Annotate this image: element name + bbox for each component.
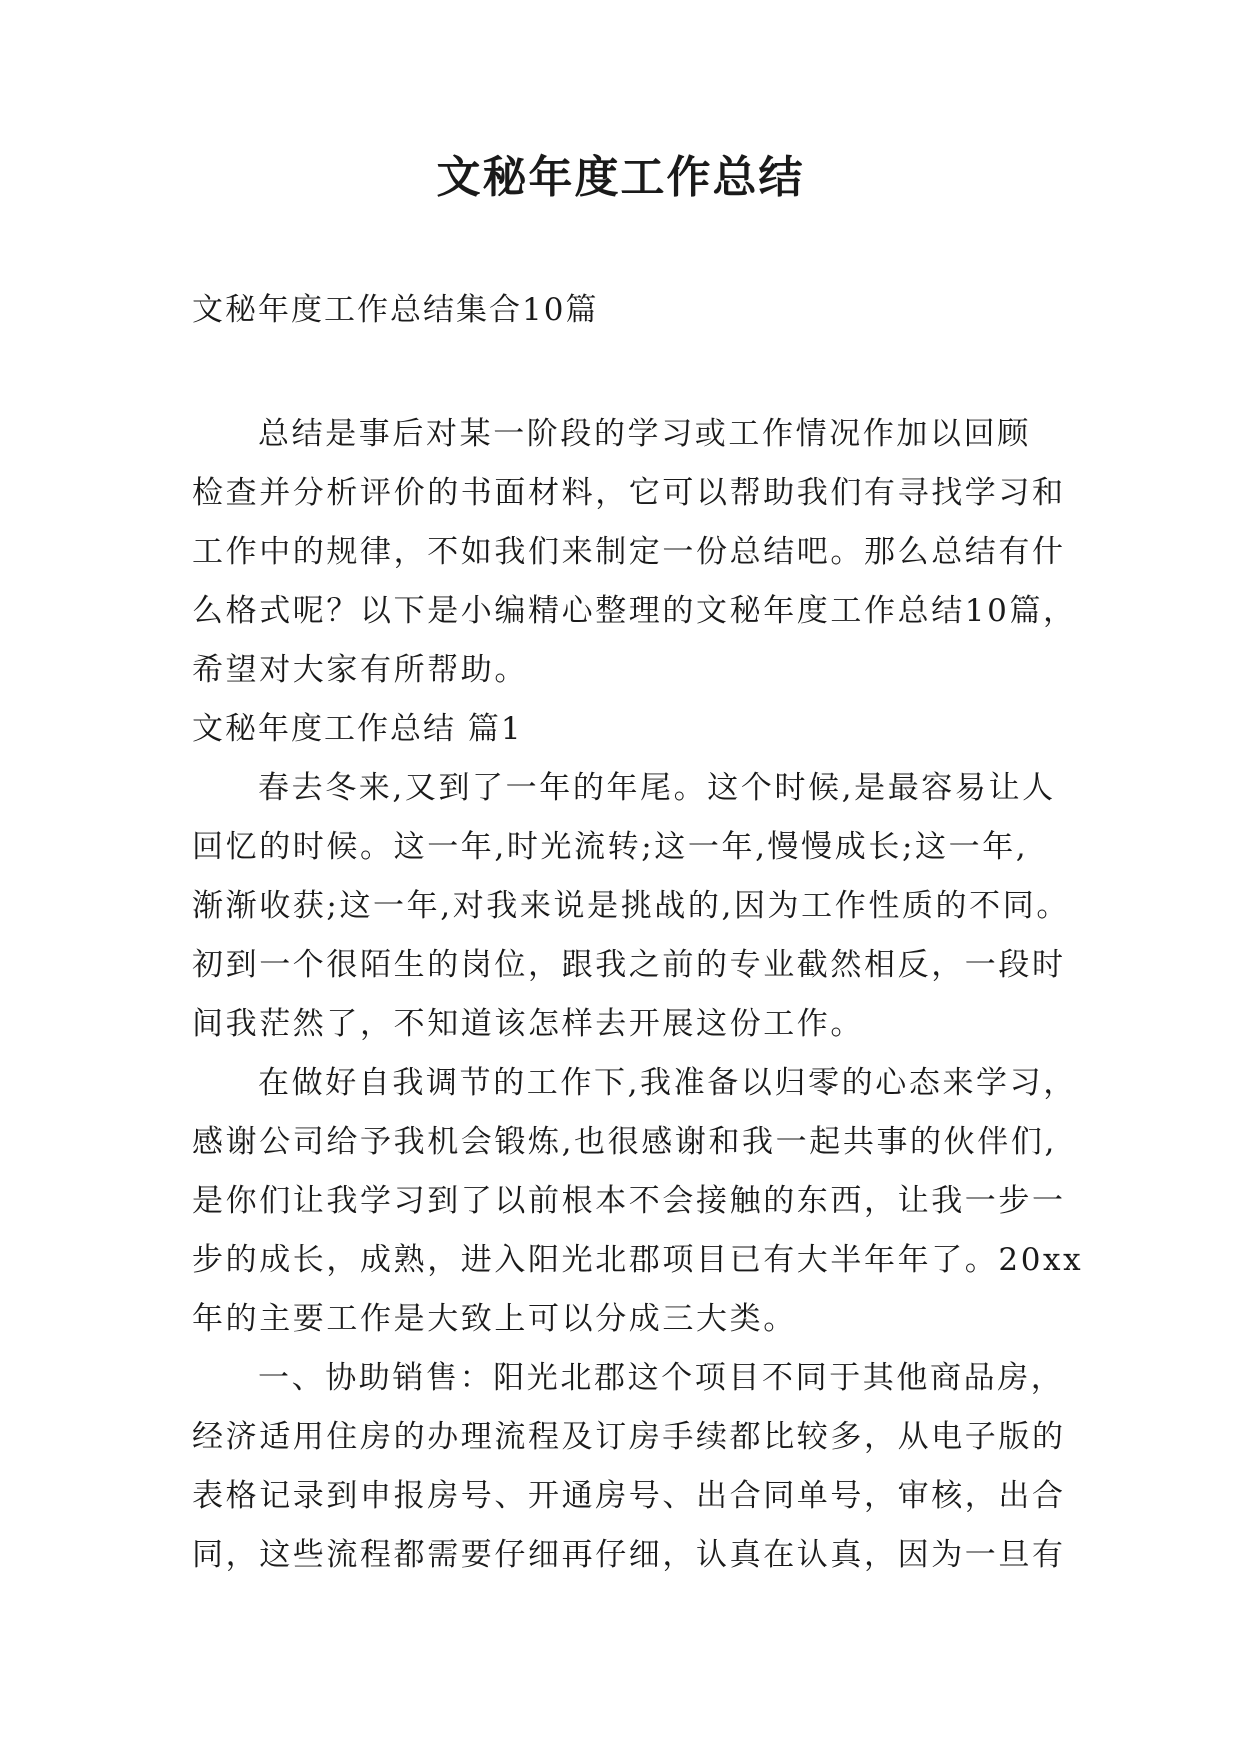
text-line: 一、协助销售：阳光北郡这个项目不同于其他商品房， [258, 1360, 1065, 1396]
text-line: 在做好自我调节的工作下,我准备以归零的心态来学习， [258, 1065, 1077, 1101]
text-line: 渐渐收获;这一年,对我来说是挑战的,因为工作性质的不同。 [192, 888, 1070, 924]
document-subtitle: 文秘年度工作总结集合10篇 [192, 292, 599, 328]
text-line: 间我茫然了，不知道该怎样去开展这份工作。 [192, 1006, 864, 1042]
section-heading: 文秘年度工作总结 篇1 [192, 711, 523, 747]
text-line: 总结是事后对某一阶段的学习或工作情况作加以回顾 [258, 416, 1031, 452]
text-line: 检查并分析评价的书面材料，它可以帮助我们有寻找学习和 [192, 475, 1066, 511]
document-body [192, 405, 1084, 1585]
text-line: 么格式呢？以下是小编精心整理的文秘年度工作总结10篇， [192, 593, 1077, 629]
document-title: 文秘年度工作总结 [436, 152, 805, 203]
text-line: 是你们让我学习到了以前根本不会接触的东西，让我一步一 [192, 1183, 1066, 1219]
text-line: 工作中的规律，不如我们来制定一份总结吧。那么总结有什 [192, 534, 1066, 570]
text-line: 经济适用住房的办理流程及订房手续都比较多，从电子版的 [192, 1419, 1066, 1455]
text-line: 初到一个很陌生的岗位，跟我之前的专业截然相反，一段时 [192, 947, 1066, 983]
text-line: 表格记录到申报房号、开通房号、出合同单号，审核，出合 [192, 1478, 1066, 1514]
text-line: 步的成长，成熟，进入阳光北郡项目已有大半年年了。20xx [192, 1242, 1084, 1278]
text-line: 希望对大家有所帮助。 [192, 652, 528, 688]
text-line: 年的主要工作是大致上可以分成三大类。 [192, 1301, 797, 1337]
text-line: 回忆的时候。这一年,时光流转;这一年,慢慢成长;这一年, [192, 829, 1029, 865]
text-line: 同，这些流程都需要仔细再仔细，认真在认真，因为一旦有 [192, 1537, 1066, 1573]
text-line: 感谢公司给予我机会锻炼,也很感谢和我一起共事的伙伴们, [192, 1124, 1057, 1160]
text-line: 春去冬来,又到了一年的年尾。这个时候,是最容易让人 [258, 770, 1056, 806]
